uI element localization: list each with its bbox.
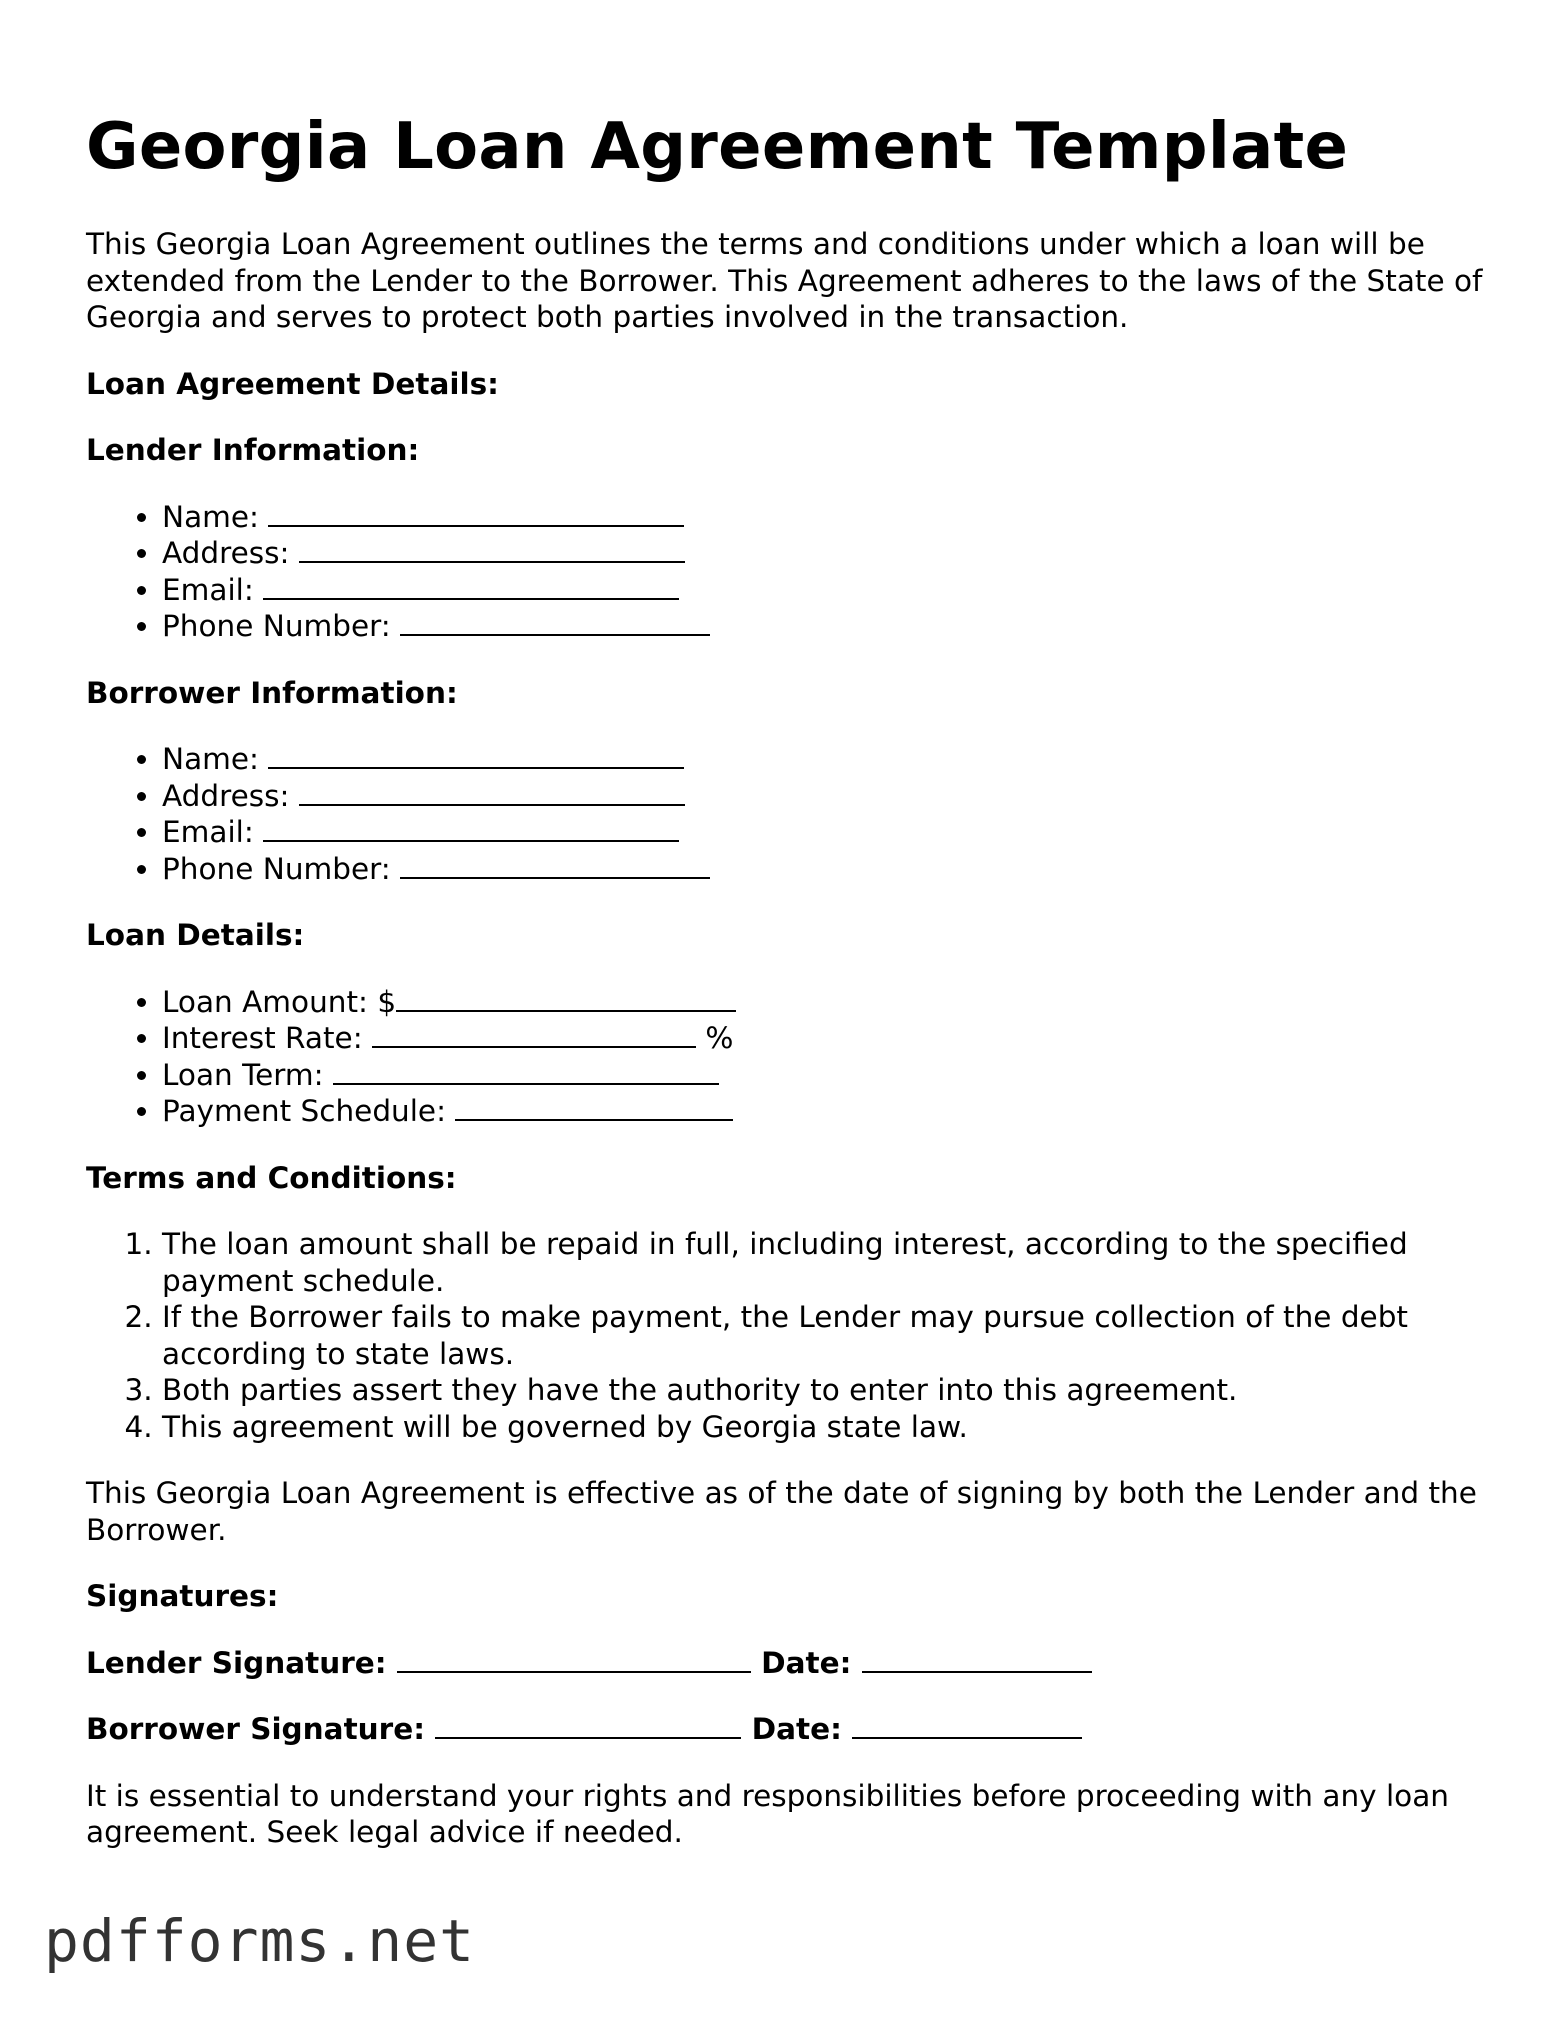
signatures-heading: Signatures: xyxy=(86,1579,279,1613)
loan-term-blank[interactable] xyxy=(333,1057,719,1085)
lender-phone-field xyxy=(162,608,1486,645)
term-item: 3. Both parties assert they have the authority to enter into this agreement. xyxy=(162,1372,1486,1409)
borrower-heading: Borrower Information: xyxy=(86,675,458,710)
borrower-email-field xyxy=(162,814,1486,851)
effective-paragraph: This Georgia Loan Agreement is effective as of the date of signing by both the Lender and the Borrower. xyxy=(86,1476,1477,1547)
borrower-signature-label: Borrower Signature: xyxy=(86,1712,426,1746)
term-item: 2. If the Borrower fails to make payment, the Lender may pursue collection of the debt according to state laws. xyxy=(162,1299,1486,1372)
lender-email-field xyxy=(162,572,1486,609)
document-page xyxy=(86,104,1486,1851)
field-label: Phone Number: xyxy=(162,851,391,886)
lender-signature-line xyxy=(86,1645,1486,1682)
field-label: Name: xyxy=(162,499,259,534)
lender-date-blank[interactable] xyxy=(862,1645,1092,1673)
loan-fields xyxy=(86,984,1486,1130)
lender-fields xyxy=(86,499,1486,645)
field-label: Loan Amount: $ xyxy=(162,984,397,1019)
loan-amount-blank[interactable] xyxy=(396,984,736,1012)
borrower-address-blank[interactable] xyxy=(299,778,685,806)
borrower-fields xyxy=(86,741,1486,887)
payment-schedule-field xyxy=(162,1093,1486,1130)
watermark-logo: pdfforms.net xyxy=(44,1907,476,1975)
terms-heading: Terms and Conditions: xyxy=(86,1160,457,1195)
interest-rate-blank[interactable] xyxy=(372,1020,696,1048)
borrower-address-field xyxy=(162,778,1486,815)
lender-phone-blank[interactable] xyxy=(400,608,710,636)
borrower-name-blank[interactable] xyxy=(268,741,684,769)
lender-address-blank[interactable] xyxy=(299,535,685,563)
borrower-signature-line xyxy=(86,1711,1486,1748)
intro-paragraph: This Georgia Loan Agreement outlines the terms and conditions under which a loan will be extended from the Lender to the Borrower. This Agreement adheres to the laws of the State of Georgia and serves to protect both parties involved in the transaction. xyxy=(86,227,1483,334)
borrower-date-blank[interactable] xyxy=(852,1711,1082,1739)
field-label: Address: xyxy=(162,536,290,570)
field-label: Loan Term: xyxy=(162,1057,324,1092)
borrower-name-field xyxy=(162,741,1486,778)
lender-heading: Lender Information: xyxy=(86,433,420,467)
field-label: Payment Schedule: xyxy=(162,1094,447,1128)
loan-amount-field xyxy=(162,984,1486,1021)
lender-name-blank[interactable] xyxy=(268,499,684,527)
lender-address-field xyxy=(162,535,1486,572)
field-label: Phone Number: xyxy=(162,609,391,643)
interest-rate-field xyxy=(162,1020,1486,1057)
field-label: Email: xyxy=(162,572,254,607)
field-label: Email: xyxy=(162,815,254,849)
lender-email-blank[interactable] xyxy=(263,572,679,600)
borrower-date-label: Date: xyxy=(751,1712,842,1746)
borrower-email-blank[interactable] xyxy=(263,814,679,842)
lender-name-field xyxy=(162,499,1486,536)
borrower-phone-blank[interactable] xyxy=(400,851,710,879)
term-item: 1. The loan amount shall be repaid in full, including interest, according to the specified payment schedule. xyxy=(162,1226,1486,1299)
term-item: 4. This agreement will be governed by Georgia state law. xyxy=(162,1409,1486,1446)
document-title: Georgia Loan Agreement Template xyxy=(86,110,1349,184)
details-heading: Loan Agreement Details: xyxy=(86,366,499,401)
percent-sign: % xyxy=(705,1021,734,1055)
field-label: Name: xyxy=(162,742,259,776)
borrower-phone-field xyxy=(162,851,1486,888)
borrower-signature-blank[interactable] xyxy=(435,1711,741,1739)
lender-date-label: Date: xyxy=(761,1645,852,1680)
field-label: Interest Rate: xyxy=(162,1021,363,1055)
loan-heading: Loan Details: xyxy=(86,918,305,952)
closing-paragraph: It is essential to understand your rights and responsibilities before proceeding with any loan agreement. Seek legal advice if needed. xyxy=(86,1778,1449,1849)
field-label: Address: xyxy=(162,778,290,813)
lender-signature-label: Lender Signature: xyxy=(86,1645,387,1680)
payment-schedule-blank[interactable] xyxy=(455,1093,733,1121)
lender-signature-blank[interactable] xyxy=(397,1645,751,1673)
loan-term-field xyxy=(162,1057,1486,1094)
terms-list xyxy=(86,1226,1486,1445)
